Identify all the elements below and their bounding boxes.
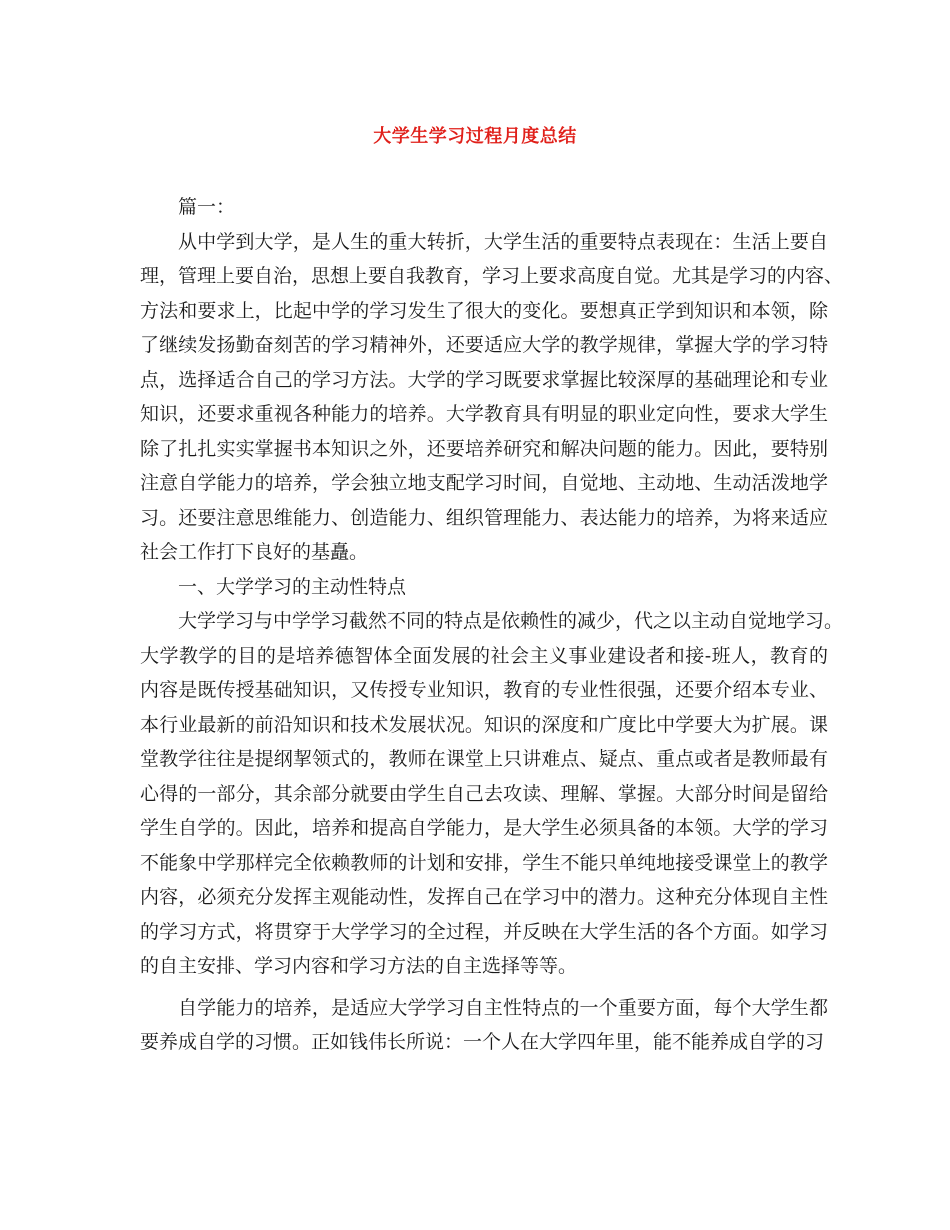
paragraph: [140, 225, 844, 570]
paragraph-line: 自学能力的培养，是适应大学学习自主性特点的一个重要方面，每个大学生都: [178, 996, 828, 1019]
paragraph-line: 点，选择适合自己的学习方法。大学的学习既要求掌握比较深厚的基础理论和专业: [140, 368, 828, 391]
paragraph-line: 从中学到大学，是人生的重大转折，大学生活的重要特点表现在：生活上要自: [178, 230, 828, 253]
paragraph-line: 篇一：: [178, 196, 236, 218]
document-title: 大学生学习过程月度总结: [373, 126, 577, 147]
paragraph: [140, 991, 828, 1060]
paragraph-line: 内容，必须充分发挥主观能动性，发挥自己在学习中的潜力。这种充分体现自主性: [140, 886, 828, 908]
paragraph-line: 学生自学的。因此，培养和提高自学能力，是大学生必须具备的本领。大学的学习: [140, 817, 828, 839]
paragraph-line: 的自主安排、学习内容和学习方法的自主选择等等。: [140, 955, 578, 977]
paragraph-line: 习。还要注意思维能力、创造能力、组织管理能力、表达能力的培养，为将来适应: [140, 506, 828, 529]
paragraph-line: 不能象中学那样完全依赖教师的计划和安排，学生不能只单纯地接受课堂上的教学: [140, 851, 828, 874]
paragraph-line: 心得的一部分，其余部分就要由学生自己去攻读、理解、掌握。大部分时间是留给: [140, 782, 828, 805]
paragraph-line: 的学习方式，将贯穿于大学学习的全过程，并反映在大学生活的各个方面。如学习: [140, 920, 828, 943]
paragraph: [140, 570, 828, 605]
paragraph-line: 堂教学往往是提纲挈领式的，教师在课堂上只讲难点、疑点、重点或者是教师最有: [140, 748, 828, 770]
paragraph-line: 方法和要求上，比起中学的学习发生了很大的变化。要想真正学到知识和本领，除: [140, 299, 828, 322]
paragraph: [140, 604, 844, 984]
paragraph-line: 了继续发扬勤奋刻苦的学习精神外，还要适应大学的教学规律，掌握大学的学习特: [140, 334, 828, 356]
document-body: [140, 190, 844, 1060]
paragraph-line: 理，管理上要自治，思想上要自我教育，学习上要求高度自觉。尤其是学习的内容、: [140, 265, 844, 287]
paragraph-line: 注意自学能力的培养，学会独立地支配学习时间，自觉地、主动地、生动活泼地学: [140, 472, 828, 494]
paragraph-line: 要养成自学的习惯。正如钱伟长所说：一个人在大学四年里，能不能养成自学的习: [140, 1031, 825, 1053]
paragraph-line: 知识，还要求重视各种能力的培养。大学教育具有明显的职业定向性，要求大学生: [140, 403, 828, 425]
paragraph-line: 本行业最新的前沿知识和技术发展状况。知识的深度和广度比中学要大为扩展。课: [140, 713, 828, 736]
paragraph-line: 内容是既传授基础知识，又传授专业知识，教育的专业性很强，还要介绍本专业、: [140, 679, 828, 701]
paragraph-line: 大学学习与中学学习截然不同的特点是依赖性的减少，代之以主动自觉地学习。: [178, 610, 844, 632]
paragraph-line: 社会工作打下良好的基矗。: [140, 541, 369, 563]
paragraph-line: 大学教学的目的是培养德智体全面发展的社会主义事业建设者和接-班人，教育的: [140, 644, 828, 667]
paragraph: [140, 190, 828, 225]
paragraph-line: 一、大学学习的主动性特点: [178, 575, 407, 598]
paragraph-line: 除了扎扎实实掌握书本知识之外，还要培养研究和解决问题的能力。因此，要特别: [140, 437, 828, 460]
